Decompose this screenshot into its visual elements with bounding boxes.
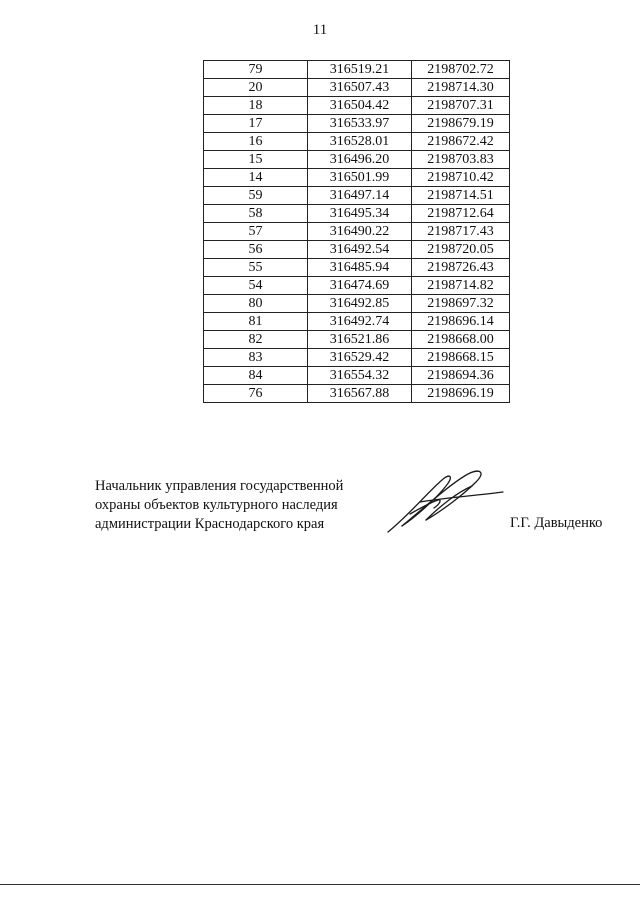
x-coordinate-cell: 316492.54 xyxy=(308,241,412,259)
y-coordinate-cell: 2198668.00 xyxy=(412,331,510,349)
x-coordinate-cell: 316554.32 xyxy=(308,367,412,385)
point-number-cell: 17 xyxy=(204,115,308,133)
table-row xyxy=(204,205,510,223)
y-coordinate-cell: 2198707.31 xyxy=(412,97,510,115)
coordinates-table xyxy=(203,60,510,403)
point-number-cell: 55 xyxy=(204,259,308,277)
point-number-cell: 15 xyxy=(204,151,308,169)
point-number-cell: 84 xyxy=(204,367,308,385)
point-number-cell: 82 xyxy=(204,331,308,349)
y-coordinate-cell: 2198668.15 xyxy=(412,349,510,367)
footer-divider xyxy=(0,884,640,885)
point-number-cell: 57 xyxy=(204,223,308,241)
table-row xyxy=(204,151,510,169)
y-coordinate-cell: 2198703.83 xyxy=(412,151,510,169)
point-number-cell: 80 xyxy=(204,295,308,313)
y-coordinate-cell: 2198714.51 xyxy=(412,187,510,205)
table-row xyxy=(204,187,510,205)
point-number-cell: 14 xyxy=(204,169,308,187)
x-coordinate-cell: 316485.94 xyxy=(308,259,412,277)
coordinates-table-body xyxy=(204,61,510,403)
x-coordinate-cell: 316529.42 xyxy=(308,349,412,367)
y-coordinate-cell: 2198726.43 xyxy=(412,259,510,277)
table-row xyxy=(204,277,510,295)
x-coordinate-cell: 316528.01 xyxy=(308,133,412,151)
signer-name: Г.Г. Давыденко xyxy=(510,515,603,531)
x-coordinate-cell: 316490.22 xyxy=(308,223,412,241)
table-row xyxy=(204,169,510,187)
table-row xyxy=(204,295,510,313)
y-coordinate-cell: 2198702.72 xyxy=(412,61,510,79)
table-row xyxy=(204,259,510,277)
x-coordinate-cell: 316474.69 xyxy=(308,277,412,295)
x-coordinate-cell: 316492.74 xyxy=(308,313,412,331)
point-number-cell: 16 xyxy=(204,133,308,151)
y-coordinate-cell: 2198694.36 xyxy=(412,367,510,385)
table-row xyxy=(204,61,510,79)
y-coordinate-cell: 2198679.19 xyxy=(412,115,510,133)
table-row xyxy=(204,313,510,331)
y-coordinate-cell: 2198714.82 xyxy=(412,277,510,295)
position-line: Начальник управления государственной xyxy=(95,478,344,494)
point-number-cell: 20 xyxy=(204,79,308,97)
table-row xyxy=(204,367,510,385)
table-row xyxy=(204,97,510,115)
y-coordinate-cell: 2198720.05 xyxy=(412,241,510,259)
x-coordinate-cell: 316501.99 xyxy=(308,169,412,187)
x-coordinate-cell: 316507.43 xyxy=(308,79,412,97)
table-row xyxy=(204,223,510,241)
y-coordinate-cell: 2198717.43 xyxy=(412,223,510,241)
point-number-cell: 83 xyxy=(204,349,308,367)
table-row xyxy=(204,385,510,403)
table-row xyxy=(204,115,510,133)
y-coordinate-cell: 2198710.42 xyxy=(412,169,510,187)
page-number: 11 xyxy=(312,22,328,38)
table-row xyxy=(204,79,510,97)
point-number-cell: 79 xyxy=(204,61,308,79)
point-number-cell: 56 xyxy=(204,241,308,259)
point-number-cell: 54 xyxy=(204,277,308,295)
point-number-cell: 59 xyxy=(204,187,308,205)
point-number-cell: 58 xyxy=(204,205,308,223)
table-row xyxy=(204,241,510,259)
point-number-cell: 81 xyxy=(204,313,308,331)
x-coordinate-cell: 316496.20 xyxy=(308,151,412,169)
point-number-cell: 18 xyxy=(204,97,308,115)
y-coordinate-cell: 2198697.32 xyxy=(412,295,510,313)
position-line: охраны объектов культурного наследия xyxy=(95,497,338,513)
y-coordinate-cell: 2198714.30 xyxy=(412,79,510,97)
y-coordinate-cell: 2198696.14 xyxy=(412,313,510,331)
x-coordinate-cell: 316519.21 xyxy=(308,61,412,79)
x-coordinate-cell: 316567.88 xyxy=(308,385,412,403)
handwritten-signature xyxy=(380,462,505,537)
y-coordinate-cell: 2198672.42 xyxy=(412,133,510,151)
table-row xyxy=(204,133,510,151)
x-coordinate-cell: 316533.97 xyxy=(308,115,412,133)
y-coordinate-cell: 2198712.64 xyxy=(412,205,510,223)
signatory-position xyxy=(95,477,343,534)
position-line: администрации Краснодарского края xyxy=(95,516,325,532)
x-coordinate-cell: 316504.42 xyxy=(308,97,412,115)
x-coordinate-cell: 316492.85 xyxy=(308,295,412,313)
point-number-cell: 76 xyxy=(204,385,308,403)
x-coordinate-cell: 316497.14 xyxy=(308,187,412,205)
table-row xyxy=(204,349,510,367)
x-coordinate-cell: 316521.86 xyxy=(308,331,412,349)
x-coordinate-cell: 316495.34 xyxy=(308,205,412,223)
table-row xyxy=(204,331,510,349)
y-coordinate-cell: 2198696.19 xyxy=(412,385,510,403)
